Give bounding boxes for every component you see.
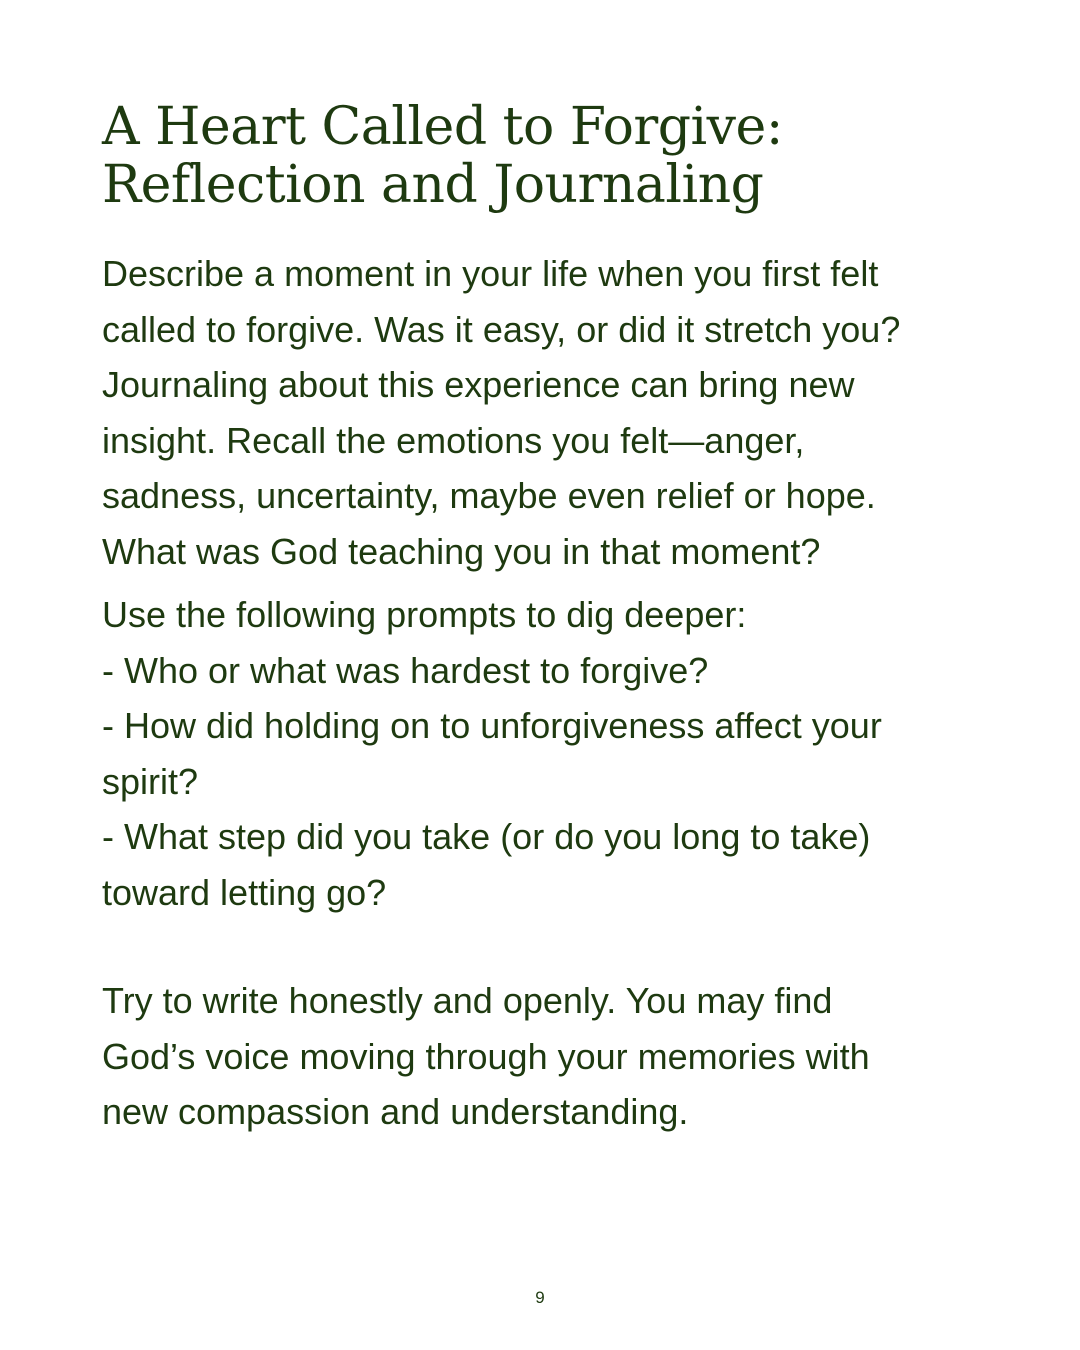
prompts-intro: Use the following prompts to dig deeper: — [102, 594, 747, 635]
paragraph-line: Describe a moment in your life when you first felt — [102, 253, 879, 294]
paragraph-line: called to forgive. Was it easy, or did it stretch you? — [102, 308, 901, 350]
paragraph-line: insight. Recall the emotions you felt—anger, — [102, 419, 805, 461]
paragraph-line: sadness, uncertainty, maybe even relief or hope. — [102, 475, 876, 516]
title-line: A Heart Called to Forgive: — [102, 97, 783, 157]
page-title — [102, 98, 982, 214]
journal-prompts — [102, 587, 1002, 920]
paragraph-line: God’s voice moving through your memories with — [102, 1035, 870, 1077]
paragraph-line: Try to write honestly and openly. You may find — [102, 980, 833, 1021]
prompt-item: - Who or what was hardest to forgive? — [102, 649, 709, 691]
paragraph-line: new compassion and understanding. — [102, 1091, 689, 1132]
page-number: 9 — [535, 1288, 545, 1307]
prompt-item: - How did holding on to unforgiveness affect your — [102, 705, 882, 746]
prompt-item-continuation: toward letting go? — [102, 871, 387, 913]
reflection-paragraph — [102, 246, 1002, 579]
prompt-item: - What step did you take (or do you long to take) — [102, 816, 871, 857]
closing-paragraph — [102, 973, 1002, 1140]
prompt-item-continuation: spirit? — [102, 760, 199, 802]
paragraph-line: Journaling about this experience can bring new — [102, 364, 855, 405]
title-line: Reflection and Journaling — [102, 155, 764, 215]
paragraph-line: What was God teaching you in that moment? — [102, 530, 821, 572]
